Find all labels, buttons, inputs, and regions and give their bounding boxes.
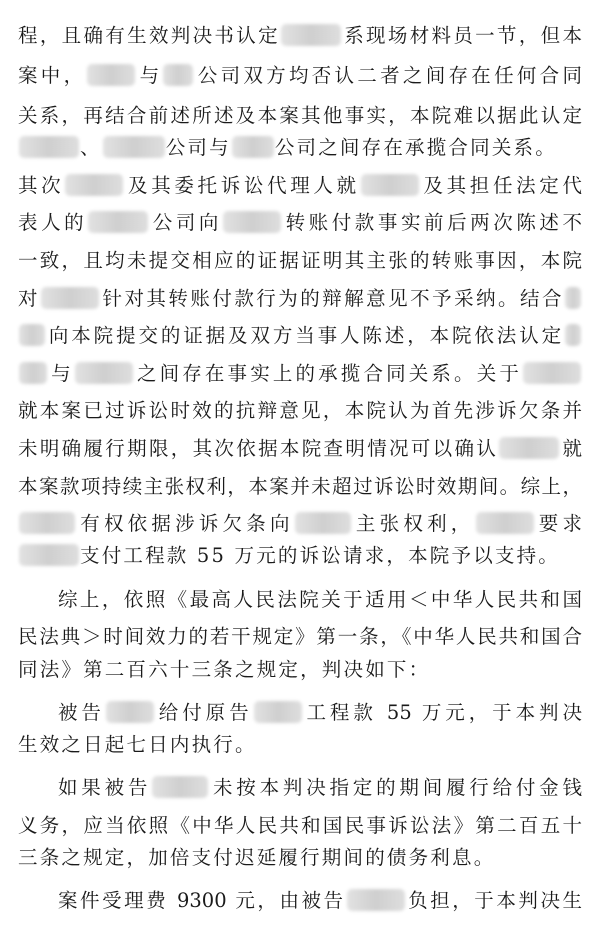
text-segment: 针对其转账付款行为的辩解意见不予采纳。结合 [99, 287, 564, 310]
text-segment: 向本院提交的证据及双方当事人陈述，本院依法认定 [46, 324, 564, 347]
redaction-mark [19, 324, 45, 346]
text-line [18, 394, 582, 428]
text-segment: 生效之日起七日内执行。 [18, 733, 257, 756]
text-segment: 公司双方均否认二者之间存在任何合同 [194, 64, 582, 87]
text-segment: 民法典＞时间效力的若干规定》第一条，《中华人民共和国合 [18, 625, 582, 648]
redaction-mark [75, 362, 133, 384]
text-line [18, 507, 582, 541]
redaction-mark [87, 64, 135, 86]
text-segment: 关系，再结合前述所述及本案其他事实，本院难以据此认定 [18, 104, 582, 127]
text-segment: 有权依据涉诉欠条向 [76, 512, 294, 535]
text-line [18, 539, 582, 573]
text-segment: 及其委托诉讼代理人就 [124, 174, 360, 197]
text-segment: 及其担任法定代 [419, 174, 582, 197]
text-segment: 对 [18, 287, 40, 310]
redaction-mark [476, 512, 534, 534]
text-line [18, 841, 582, 875]
redaction-mark [347, 889, 405, 911]
text-segment: 负担，于本判决生 [405, 889, 582, 912]
text-line [18, 728, 582, 762]
redaction-mark [152, 776, 208, 798]
text-segment: 程，且确有生效判决书认定 [18, 24, 280, 47]
redaction-mark [88, 211, 148, 233]
redaction-mark [523, 362, 581, 384]
text-line [18, 282, 582, 316]
text-line [18, 19, 582, 53]
text-line [18, 357, 582, 391]
text-line [18, 206, 582, 240]
redaction-mark [254, 701, 302, 723]
text-segment: 如果被告 [58, 776, 152, 799]
text-segment: 未明确履行期限，其次依据本院查明情况可以确认 [18, 437, 499, 460]
text-segment: 同法》第二百六十三条之规定，判决如下： [18, 658, 431, 681]
text-segment: 支付工程款 55 万元的诉讼请求，本院予以支持。 [80, 544, 561, 567]
text-segment: 转账付款事实前后两次陈述不 [282, 211, 582, 234]
text-segment: 综上，依照《最高人民法院关于适用＜中华人民共和国 [58, 588, 582, 611]
redaction-mark [281, 24, 341, 46]
redaction-mark [103, 136, 165, 158]
redaction-mark [19, 544, 79, 566]
text-line [18, 99, 582, 133]
text-line [58, 771, 582, 805]
text-segment: 被告 [58, 701, 105, 724]
redaction-mark [223, 211, 281, 233]
text-segment: 之间存在事实上的承揽合同关系。关于 [133, 362, 522, 385]
text-segment: 要求 [534, 512, 582, 535]
text-segment: 表人的 [18, 211, 88, 234]
text-segment: 义务，应当依照《中华人民共和国民事诉讼法》第二百五十 [18, 814, 582, 837]
text-line [18, 432, 582, 466]
text-segment: 与 [48, 362, 74, 385]
text-segment: 系现场材料员一节，但本 [341, 24, 582, 47]
redaction-mark [19, 362, 47, 384]
text-segment: 公司之间存在承揽合同关系。 [274, 136, 557, 159]
redaction-mark [361, 174, 419, 196]
redaction-mark [565, 287, 581, 309]
text-line [18, 653, 582, 687]
redaction-mark [565, 324, 581, 346]
text-segment: 一致，且均未提交相应的证据证明其主张的转账事因，本院 [18, 249, 582, 272]
text-line [18, 59, 582, 93]
text-segment: 公司与 [165, 136, 231, 159]
text-line [58, 583, 582, 617]
text-segment: 就本案已过诉讼时效的抗辩意见，本院认为首先涉诉欠条并 [18, 399, 582, 422]
text-segment: 工程款 55 万元，于本判决 [302, 701, 582, 724]
text-line [18, 809, 582, 843]
text-line [18, 244, 582, 278]
text-segment: 其次 [18, 174, 65, 197]
text-line [18, 131, 582, 165]
text-line [18, 470, 582, 504]
redaction-mark [19, 136, 79, 158]
text-segment: 公司向 [149, 211, 223, 234]
redaction-mark [41, 287, 99, 309]
text-line [58, 884, 582, 918]
text-line [18, 169, 582, 203]
redaction-mark [232, 136, 274, 158]
text-segment: 给付原告 [154, 701, 253, 724]
redaction-mark [65, 174, 123, 196]
text-segment: 、 [80, 136, 102, 159]
text-segment: 与 [136, 64, 163, 87]
text-segment: 主张权利， [351, 512, 475, 535]
text-line [18, 620, 582, 654]
redaction-mark [19, 512, 75, 534]
redaction-mark [295, 512, 351, 534]
text-segment: 本案款项持续主张权利，本案并未超过诉讼时效期间。综上， [18, 475, 582, 498]
redaction-mark [499, 437, 559, 459]
text-segment: 案中， [18, 64, 87, 87]
redaction-mark [163, 64, 193, 86]
text-segment: 就 [560, 437, 582, 460]
text-segment: 案件受理费 9300 元，由被告 [58, 889, 346, 912]
text-line [58, 696, 582, 730]
text-line [18, 319, 582, 353]
text-segment: 三条之规定，加倍支付迟延履行期间的债务利息。 [18, 846, 496, 869]
redaction-mark [106, 701, 154, 723]
text-segment: 未按本判决指定的期间履行给付金钱 [209, 776, 582, 799]
